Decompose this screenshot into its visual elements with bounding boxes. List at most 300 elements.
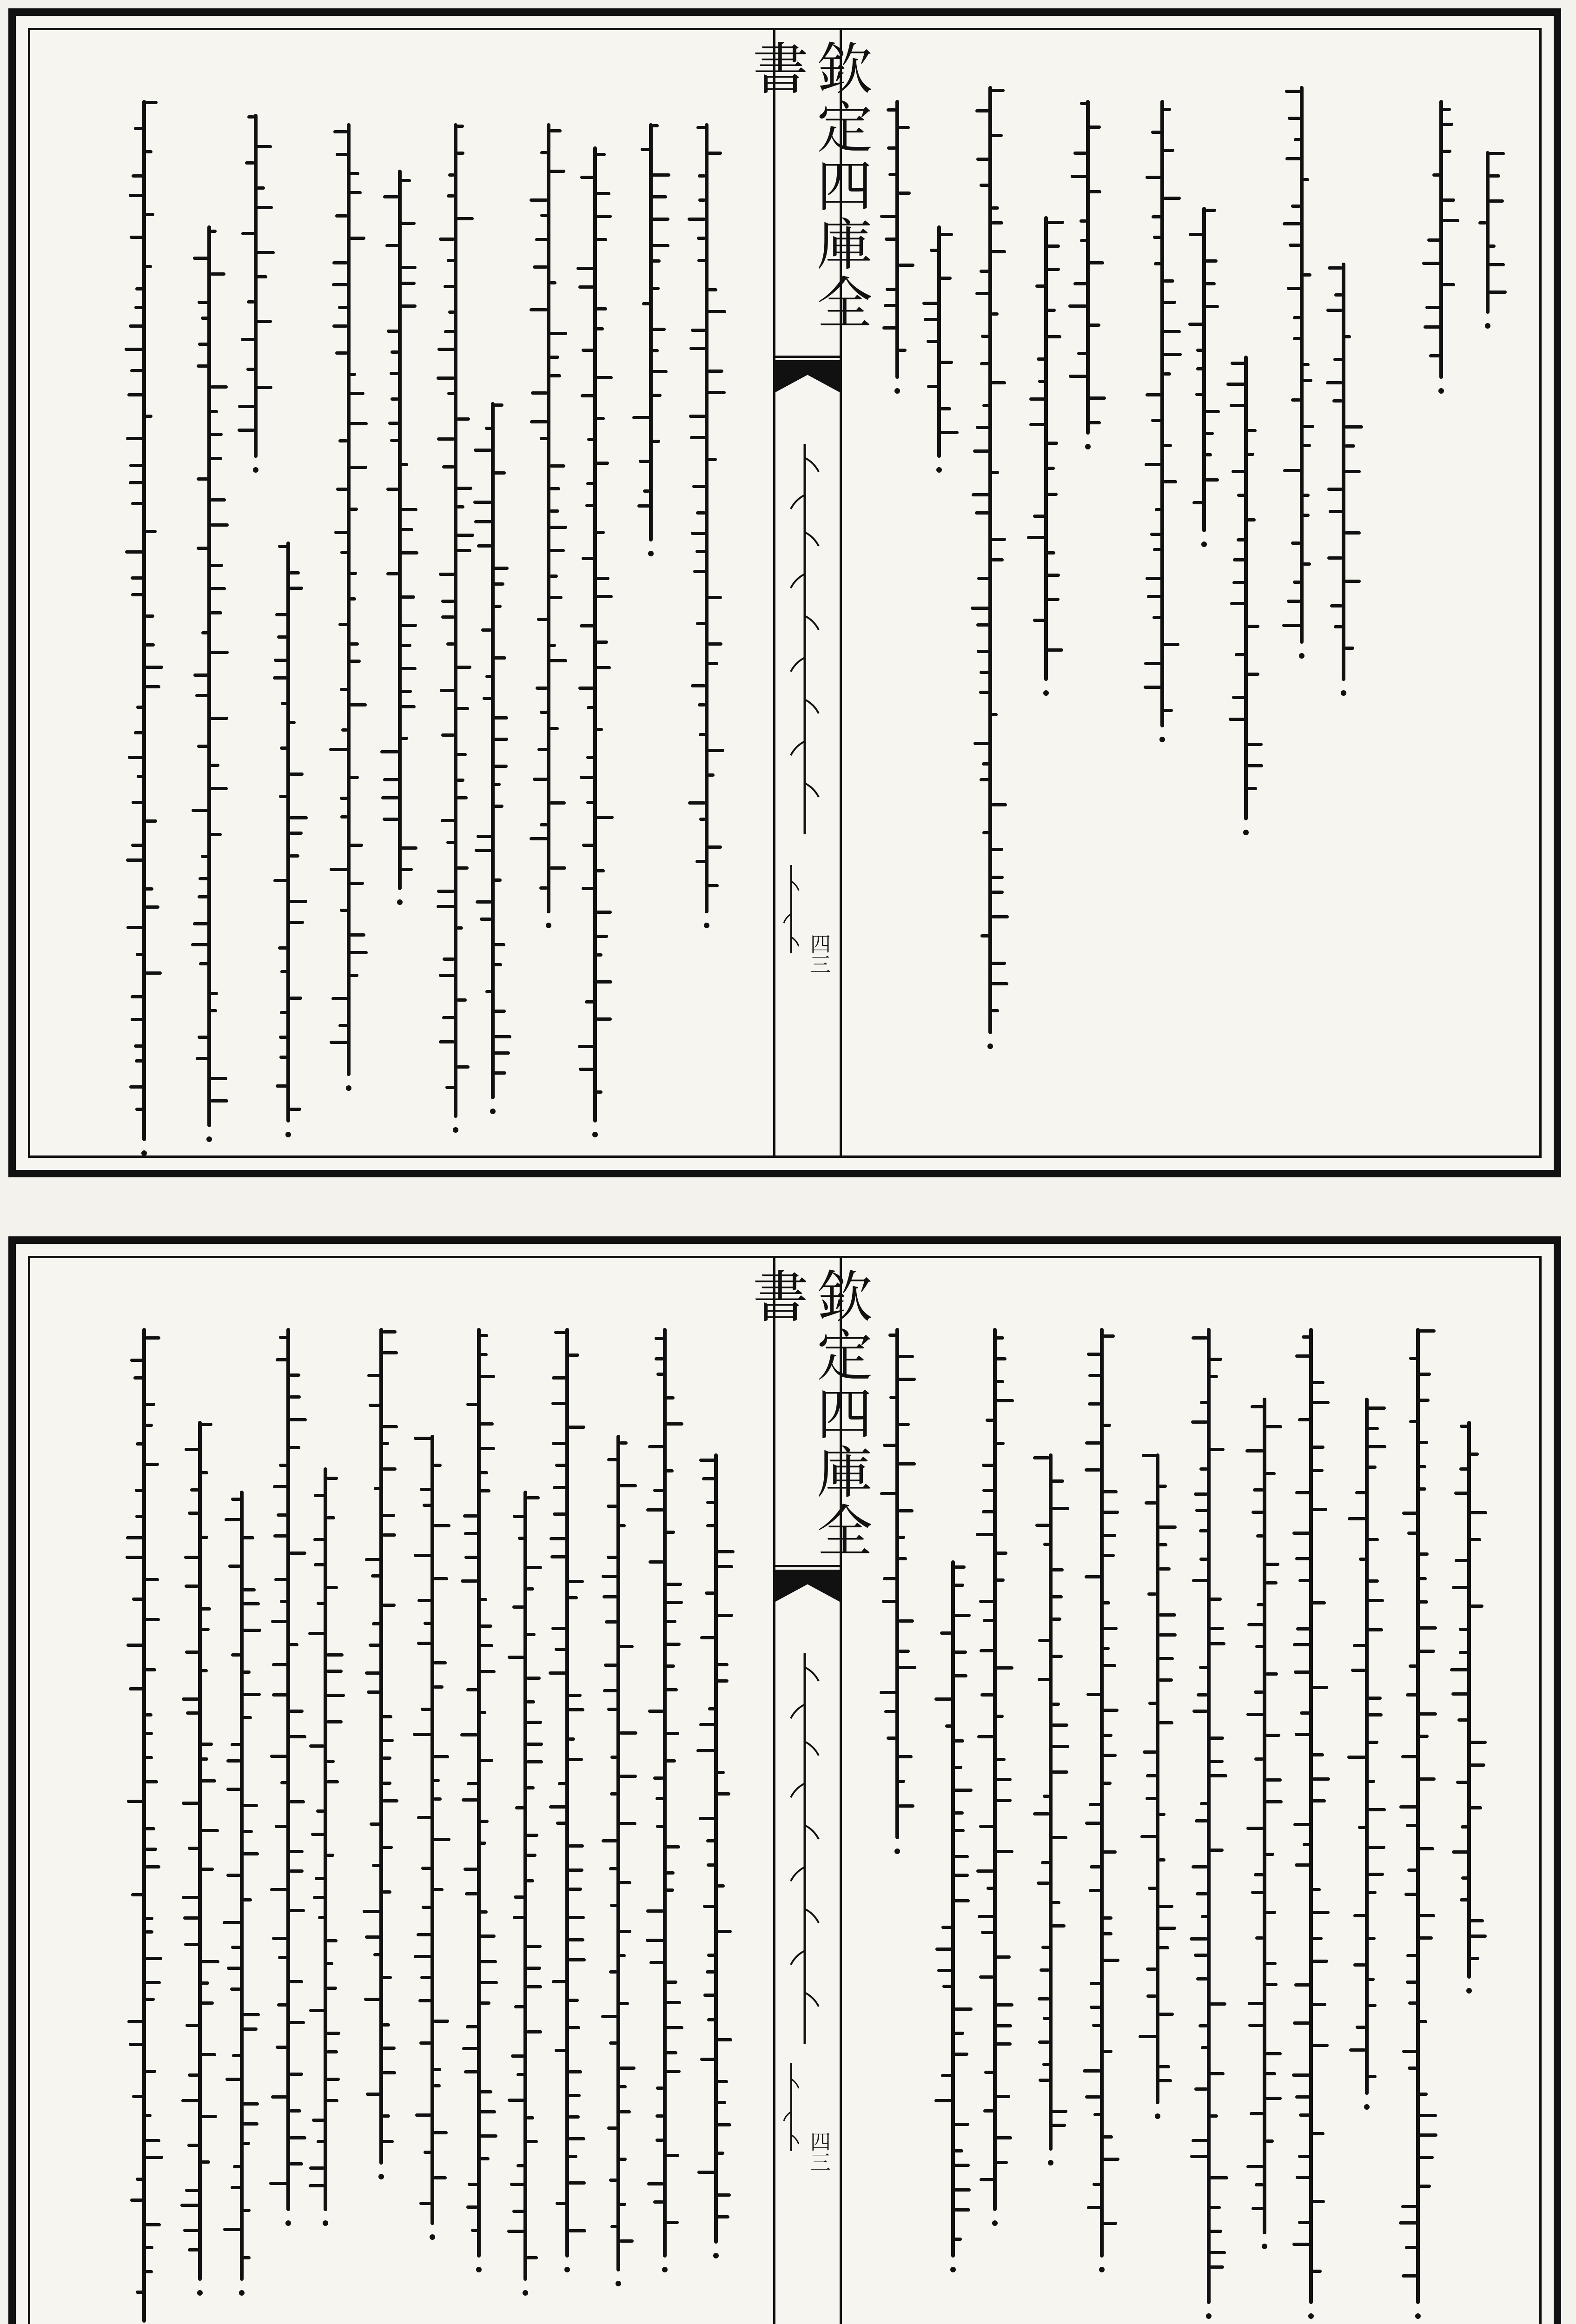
manchu-glyph-stroke xyxy=(271,2095,287,2099)
manchu-glyph-stroke xyxy=(228,1565,241,1568)
manchu-glyph-stroke xyxy=(1103,1601,1110,1604)
manchu-glyph-stroke xyxy=(382,1976,392,1979)
manchu-glyph-stroke xyxy=(1489,152,1505,155)
manchu-glyph-stroke xyxy=(1148,1887,1157,1890)
manchu-glyph-stroke xyxy=(210,230,217,233)
manchu-glyph-stroke xyxy=(604,1664,617,1667)
manchu-glyph-stroke xyxy=(940,431,959,434)
manchu-glyph-stroke xyxy=(280,746,287,750)
manchu-glyph-stroke xyxy=(338,439,348,442)
manchu-glyph-stroke xyxy=(1205,432,1214,435)
manchu-glyph-stroke xyxy=(231,1653,241,1657)
manchu-glyph-stroke xyxy=(708,749,724,752)
manchu-glyph-stroke xyxy=(335,351,348,355)
manchu-glyph-stroke xyxy=(193,257,208,260)
manchu-glyph-stroke xyxy=(1460,1898,1468,1901)
manchu-glyph-stroke xyxy=(1146,577,1161,580)
manchu-glyph-stroke xyxy=(1052,1924,1066,1928)
manchu-glyph-stroke xyxy=(596,153,606,156)
manchu-glyph-stroke xyxy=(135,1059,143,1063)
manchu-glyph-stroke xyxy=(386,572,399,575)
manchu-glyph-stroke xyxy=(1073,152,1087,155)
manchu-glyph-stroke xyxy=(652,370,668,373)
manchu-glyph-stroke xyxy=(586,801,594,804)
manchu-glyph-stroke xyxy=(552,1980,566,1983)
manchu-glyph-stroke xyxy=(655,1357,664,1360)
manchu-glyph-stroke xyxy=(241,338,255,341)
manchu-glyph-stroke xyxy=(243,1804,258,1807)
manchu-glyph-stroke xyxy=(414,1955,431,1958)
manchu-glyph-stroke xyxy=(596,640,608,644)
manchu-glyph-stroke xyxy=(1257,1603,1264,1606)
manchu-glyph-stroke xyxy=(1159,1927,1176,1930)
manchu-glyph-stroke xyxy=(585,1000,594,1004)
manchu-glyph-stroke xyxy=(415,2113,431,2117)
manchu-glyph-stroke xyxy=(886,288,896,291)
manchu-glyph-stroke xyxy=(136,953,143,956)
manchu-glyph-stroke xyxy=(350,373,356,376)
manchu-glyph-stroke xyxy=(898,1666,916,1669)
manchu-glyph-stroke xyxy=(471,2229,478,2232)
manchu-glyph-stroke xyxy=(130,369,143,372)
manchu-glyph-stroke xyxy=(1103,1734,1112,1737)
manchu-glyph-stroke xyxy=(884,1710,896,1713)
manchu-text-column xyxy=(1188,207,1220,532)
manchu-glyph-stroke xyxy=(1368,1579,1379,1583)
manchu-glyph-stroke xyxy=(1052,2124,1066,2127)
manchu-glyph-stroke xyxy=(1089,190,1101,193)
manchu-glyph-stroke xyxy=(882,326,896,330)
manchu-glyph-stroke xyxy=(1210,2072,1225,2075)
manchu-glyph-stroke xyxy=(309,2009,324,2012)
manchu-glyph-stroke xyxy=(464,2070,478,2073)
manchu-glyph-stroke xyxy=(1265,1672,1278,1676)
manchu-glyph-stroke xyxy=(391,397,399,401)
manchu-glyph-stroke xyxy=(480,1670,496,1673)
manchu-glyph-stroke xyxy=(996,1799,1012,1802)
manchu-glyph-stroke xyxy=(483,697,492,700)
manchu-glyph-stroke xyxy=(1454,1492,1468,1495)
manchu-glyph-stroke xyxy=(954,1899,970,1902)
manchu-glyph-stroke xyxy=(1334,293,1343,297)
manchu-glyph-stroke xyxy=(1294,1983,1310,1987)
manchu-word-stem xyxy=(491,402,495,1099)
bottom-center-column xyxy=(743,1258,872,2324)
manchu-glyph-stroke xyxy=(457,217,474,220)
manchu-glyph-stroke xyxy=(954,1766,962,1769)
manchu-glyph-stroke xyxy=(596,980,612,984)
manchu-glyph-stroke xyxy=(401,595,415,599)
manchu-glyph-stroke xyxy=(578,285,594,289)
manchu-glyph-stroke xyxy=(1328,266,1343,270)
manchu-glyph-stroke xyxy=(666,2001,681,2004)
manchu-glyph-stroke xyxy=(363,1910,380,1913)
manchu-glyph-stroke xyxy=(494,716,508,720)
manchu-glyph-stroke xyxy=(1265,1800,1283,1803)
manchu-glyph-stroke xyxy=(1205,259,1218,263)
manchu-glyph-stroke xyxy=(340,551,348,554)
manchu-glyph-stroke xyxy=(447,194,455,198)
manchu-glyph-stroke xyxy=(603,1689,617,1692)
manchu-glyph-stroke xyxy=(270,1755,287,1758)
manchu-glyph-stroke xyxy=(210,1009,217,1012)
manchu-glyph-stroke xyxy=(1419,1373,1431,1376)
manchu-glyph-stroke xyxy=(1085,1468,1101,1472)
punctuation-mark xyxy=(894,1849,900,1854)
manchu-glyph-stroke xyxy=(201,1536,208,1539)
manchu-glyph-stroke xyxy=(182,1896,199,1899)
manchu-glyph-stroke xyxy=(610,1904,617,1907)
manchu-glyph-stroke xyxy=(703,1994,715,1997)
manchu-glyph-stroke xyxy=(130,2199,143,2202)
manchu-glyph-stroke xyxy=(996,2095,1010,2098)
manchu-glyph-stroke xyxy=(708,596,722,599)
manchu-glyph-stroke xyxy=(382,1739,394,1742)
manchu-glyph-stroke xyxy=(517,2073,524,2076)
punctuation-mark xyxy=(616,2281,621,2286)
manchu-glyph-stroke xyxy=(474,520,492,523)
manchu-glyph-stroke xyxy=(1103,1334,1115,1338)
manchu-glyph-stroke xyxy=(372,1864,380,1867)
manchu-glyph-stroke xyxy=(1419,1487,1426,1491)
manchu-glyph-stroke xyxy=(289,1869,304,1873)
manchu-glyph-stroke xyxy=(1047,467,1055,470)
manchu-glyph-stroke xyxy=(1145,1501,1157,1505)
punctuation-mark xyxy=(1048,2160,1053,2166)
manchu-glyph-stroke xyxy=(480,1981,498,1984)
manchu-glyph-stroke xyxy=(1419,2185,1431,2188)
manchu-glyph-stroke xyxy=(1247,453,1254,456)
manchu-glyph-stroke xyxy=(243,1693,261,1696)
manchu-glyph-stroke xyxy=(135,1108,143,1111)
manchu-glyph-stroke xyxy=(1368,1891,1377,1894)
manchu-glyph-stroke xyxy=(526,2256,538,2259)
manchu-glyph-stroke xyxy=(1312,1446,1324,1449)
manchu-glyph-stroke xyxy=(331,997,348,1000)
manchu-glyph-stroke xyxy=(1292,2243,1310,2246)
manchu-glyph-stroke xyxy=(1368,1445,1386,1448)
manchu-glyph-stroke xyxy=(391,350,399,354)
manchu-glyph-stroke xyxy=(134,1044,143,1048)
manchu-glyph-stroke xyxy=(1159,1678,1173,1682)
manchu-glyph-stroke xyxy=(201,1423,212,1426)
manchu-word-stem xyxy=(1160,100,1164,727)
manchu-glyph-stroke xyxy=(457,534,474,537)
manchu-glyph-stroke xyxy=(313,1538,324,1541)
manchu-glyph-stroke xyxy=(134,731,143,734)
manchu-glyph-stroke xyxy=(1205,305,1219,308)
manchu-glyph-stroke xyxy=(480,1422,494,1426)
manchu-word-stem xyxy=(547,123,550,913)
manchu-glyph-stroke xyxy=(433,1524,450,1527)
manchu-word-stem xyxy=(142,1328,146,2323)
manchu-glyph-stroke xyxy=(980,2178,994,2181)
manchu-glyph-stroke xyxy=(1247,764,1263,767)
punctuation-mark xyxy=(648,551,654,556)
manchu-glyph-stroke xyxy=(1085,2095,1101,2099)
manchu-glyph-stroke xyxy=(1461,1876,1468,1880)
manchu-glyph-stroke xyxy=(132,1598,143,1601)
manchu-glyph-stroke xyxy=(692,485,706,488)
manchu-glyph-stroke xyxy=(257,186,265,190)
manchu-glyph-stroke xyxy=(941,1926,952,1929)
manchu-glyph-stroke xyxy=(526,1834,538,1837)
manchu-glyph-stroke xyxy=(540,823,548,826)
manchu-glyph-stroke xyxy=(934,1697,952,1701)
manchu-glyph-stroke xyxy=(596,869,605,872)
manchu-glyph-stroke xyxy=(1470,1957,1479,1960)
manchu-glyph-stroke xyxy=(457,1065,470,1069)
manchu-glyph-stroke xyxy=(418,1999,431,2002)
manchu-glyph-stroke xyxy=(372,1622,380,1625)
manchu-glyph-stroke xyxy=(526,1786,535,1789)
manchu-glyph-stroke xyxy=(653,1776,664,1780)
manchu-glyph-stroke xyxy=(485,427,492,430)
manchu-glyph-stroke xyxy=(444,285,455,288)
manchu-glyph-stroke xyxy=(982,762,989,766)
manchu-glyph-stroke xyxy=(619,1930,631,1933)
manchu-glyph-stroke xyxy=(554,1331,566,1334)
manchu-glyph-stroke xyxy=(243,2209,251,2212)
manchu-glyph-stroke xyxy=(1326,381,1343,384)
manchu-glyph-stroke xyxy=(568,1758,583,1761)
manchu-glyph-stroke xyxy=(494,1071,506,1075)
manchu-glyph-stroke xyxy=(1192,1336,1208,1340)
manchu-word-stem xyxy=(649,123,653,541)
manchu-glyph-stroke xyxy=(437,348,455,351)
manchu-glyph-stroke xyxy=(233,2165,241,2168)
manchu-glyph-stroke xyxy=(145,2139,160,2142)
manchu-glyph-stroke xyxy=(898,1755,913,1758)
manchu-glyph-stroke xyxy=(401,551,418,555)
manchu-glyph-stroke xyxy=(188,1512,199,1515)
manchu-word-stem xyxy=(593,146,597,1122)
manchu-glyph-stroke xyxy=(382,1514,395,1517)
manchu-glyph-stroke xyxy=(526,1967,541,1970)
manchu-glyph-stroke xyxy=(494,765,508,768)
manchu-glyph-stroke xyxy=(1088,1402,1101,1406)
manchu-glyph-stroke xyxy=(1409,1664,1417,1668)
manchu-glyph-stroke xyxy=(126,926,143,929)
manchu-glyph-stroke xyxy=(898,126,910,129)
manchu-glyph-stroke xyxy=(1103,1424,1111,1427)
manchu-glyph-stroke xyxy=(1265,1472,1276,1475)
manchu-glyph-stroke xyxy=(1199,1467,1208,1471)
manchu-glyph-stroke xyxy=(421,1708,431,1711)
manchu-glyph-stroke xyxy=(272,1937,287,1940)
manchu-glyph-stroke xyxy=(1256,1534,1264,1538)
manchu-glyph-stroke xyxy=(1159,2079,1172,2082)
manchu-glyph-stroke xyxy=(326,1670,343,1673)
manchu-glyph-stroke xyxy=(596,462,609,465)
manchu-glyph-stroke xyxy=(457,926,463,930)
manchu-glyph-stroke xyxy=(1298,1579,1310,1582)
manchu-glyph-stroke xyxy=(1159,1567,1171,1571)
manchu-glyph-stroke xyxy=(991,312,999,316)
manchu-glyph-stroke xyxy=(457,998,467,1002)
manchu-glyph-stroke xyxy=(666,1871,675,1875)
punctuation-mark xyxy=(197,2290,203,2296)
manchu-glyph-stroke xyxy=(1200,1802,1208,1805)
manchu-glyph-stroke xyxy=(1247,429,1257,432)
manchu-glyph-stroke xyxy=(380,750,399,753)
manchu-glyph-stroke xyxy=(210,272,225,276)
manchu-glyph-stroke xyxy=(129,1085,143,1089)
manchu-glyph-stroke xyxy=(199,962,208,965)
manchu-glyph-stroke xyxy=(981,1931,994,1934)
manchu-glyph-stroke xyxy=(350,951,368,954)
manchu-glyph-stroke xyxy=(940,407,951,410)
manchu-glyph-stroke xyxy=(466,2205,478,2209)
manchu-glyph-stroke xyxy=(401,528,413,531)
manchu-glyph-stroke xyxy=(533,778,548,781)
manchu-glyph-stroke xyxy=(1312,2270,1322,2273)
manchu-glyph-stroke xyxy=(494,1051,510,1055)
manchu-glyph-stroke xyxy=(1265,1983,1278,1986)
bottom-fishtail-mark xyxy=(775,1570,841,1602)
manchu-glyph-stroke xyxy=(526,2116,534,2119)
manchu-glyph-stroke xyxy=(550,129,562,132)
manchu-glyph-stroke xyxy=(980,1693,994,1697)
manchu-glyph-stroke xyxy=(550,332,567,335)
manchu-glyph-stroke xyxy=(708,662,718,665)
top-folio-code-manchu xyxy=(782,863,801,956)
manchu-text-column xyxy=(272,541,305,1122)
manchu-glyph-stroke xyxy=(131,844,143,847)
manchu-glyph-stroke xyxy=(1163,709,1173,712)
manchu-glyph-stroke xyxy=(983,2109,994,2113)
top-page-spread xyxy=(8,8,1561,1177)
manchu-glyph-stroke xyxy=(314,1563,324,1566)
manchu-glyph-stroke xyxy=(494,963,502,966)
manchu-glyph-stroke xyxy=(494,1035,511,1038)
manchu-glyph-stroke xyxy=(276,1358,287,1361)
manchu-glyph-stroke xyxy=(330,1041,348,1044)
manchu-glyph-stroke xyxy=(1293,1643,1310,1646)
manchu-glyph-stroke xyxy=(210,764,219,767)
manchu-glyph-stroke xyxy=(413,1733,431,1736)
manchu-text-column xyxy=(635,123,667,541)
manchu-glyph-stroke xyxy=(1163,279,1174,283)
manchu-glyph-stroke xyxy=(1368,1713,1383,1717)
manchu-glyph-stroke xyxy=(708,391,726,394)
manchu-glyph-stroke xyxy=(1205,478,1219,482)
manchu-glyph-stroke xyxy=(385,244,399,247)
manchu-glyph-stroke xyxy=(481,628,492,632)
manchu-text-column xyxy=(184,1421,216,2281)
manchu-glyph-stroke xyxy=(401,868,413,871)
manchu-glyph-stroke xyxy=(1237,494,1245,497)
manchu-glyph-stroke xyxy=(1200,1401,1208,1404)
manchu-glyph-stroke xyxy=(954,1829,965,1832)
manchu-glyph-stroke xyxy=(135,287,143,290)
manchu-glyph-stroke xyxy=(1442,150,1451,153)
manchu-glyph-stroke xyxy=(1489,263,1505,266)
manchu-glyph-stroke xyxy=(243,1852,259,1855)
manchu-glyph-stroke xyxy=(382,1425,398,1428)
manchu-glyph-stroke xyxy=(464,1532,478,1535)
manchu-glyph-stroke xyxy=(332,261,348,264)
manchu-glyph-stroke xyxy=(289,1446,300,1449)
manchu-glyph-stroke xyxy=(182,1802,199,1805)
manchu-glyph-stroke xyxy=(136,2291,143,2294)
manchu-glyph-stroke xyxy=(1252,2207,1264,2210)
manchu-text-column xyxy=(881,100,914,379)
manchu-glyph-stroke xyxy=(587,438,594,441)
manchu-glyph-stroke xyxy=(210,717,228,720)
manchu-glyph-stroke xyxy=(1368,1873,1384,1876)
manchu-glyph-stroke xyxy=(457,707,469,710)
manchu-glyph-stroke xyxy=(439,1040,455,1043)
manchu-glyph-stroke xyxy=(1247,673,1259,676)
manchu-glyph-stroke xyxy=(940,1631,952,1635)
manchu-glyph-stroke xyxy=(1419,2093,1428,2096)
manchu-glyph-stroke xyxy=(1368,1846,1385,1849)
manchu-glyph-stroke xyxy=(1083,2069,1101,2073)
manchu-glyph-stroke xyxy=(653,2200,664,2204)
punctuation-mark xyxy=(285,1132,291,1137)
manchu-word-stem xyxy=(1263,1398,1266,2234)
manchu-glyph-stroke xyxy=(1210,1627,1224,1630)
manchu-glyph-stroke xyxy=(210,611,222,614)
manchu-glyph-stroke xyxy=(145,2156,163,2159)
manchu-glyph-stroke xyxy=(996,1715,1004,1718)
manchu-glyph-stroke xyxy=(996,1442,1005,1445)
manchu-glyph-stroke xyxy=(1052,1507,1069,1510)
manchu-glyph-stroke xyxy=(1312,1888,1321,1891)
manchu-glyph-stroke xyxy=(526,1985,542,1988)
manchu-glyph-stroke xyxy=(417,1599,431,1602)
manchu-glyph-stroke xyxy=(1254,1690,1264,1694)
manchu-glyph-stroke xyxy=(1402,1512,1417,1515)
manchu-glyph-stroke xyxy=(1419,1399,1430,1402)
manchu-glyph-stroke xyxy=(549,1671,566,1675)
manchu-glyph-stroke xyxy=(652,173,670,177)
manchu-glyph-stroke xyxy=(568,2115,580,2119)
manchu-glyph-stroke xyxy=(1210,2206,1221,2209)
manchu-glyph-stroke xyxy=(1103,1647,1110,1650)
manchu-glyph-stroke xyxy=(289,1418,307,1421)
manchu-glyph-stroke xyxy=(1146,1797,1157,1800)
manchu-glyph-stroke xyxy=(326,1854,334,1857)
manchu-glyph-stroke xyxy=(281,702,287,705)
manchu-glyph-stroke xyxy=(494,582,504,586)
manchu-glyph-stroke xyxy=(1419,1777,1436,1781)
manchu-glyph-stroke xyxy=(717,2038,732,2041)
manchu-word-stem xyxy=(1244,356,1248,820)
manchu-glyph-stroke xyxy=(279,1464,287,1467)
manchu-glyph-stroke xyxy=(689,347,706,350)
manchu-glyph-stroke xyxy=(596,816,614,819)
manchu-glyph-stroke xyxy=(898,264,914,267)
manchu-glyph-stroke xyxy=(888,173,896,176)
manchu-glyph-stroke xyxy=(517,2164,524,2167)
manchu-glyph-stroke xyxy=(991,915,1009,918)
manchu-glyph-stroke xyxy=(187,2144,199,2147)
manchu-glyph-stroke xyxy=(272,1663,287,1666)
manchu-glyph-stroke xyxy=(699,1817,715,1820)
manchu-glyph-stroke xyxy=(201,1868,214,1871)
manchu-glyph-stroke xyxy=(648,1445,664,1448)
manchu-glyph-stroke xyxy=(145,2223,161,2226)
manchu-glyph-stroke xyxy=(129,2043,143,2046)
manchu-text-column xyxy=(272,1328,305,2211)
manchu-glyph-stroke xyxy=(555,2049,566,2052)
manchu-text-column xyxy=(1030,216,1062,681)
manchu-glyph-stroke xyxy=(1450,1668,1468,1671)
manchu-glyph-stroke xyxy=(1103,1554,1115,1557)
manchu-glyph-stroke xyxy=(996,1380,1004,1383)
